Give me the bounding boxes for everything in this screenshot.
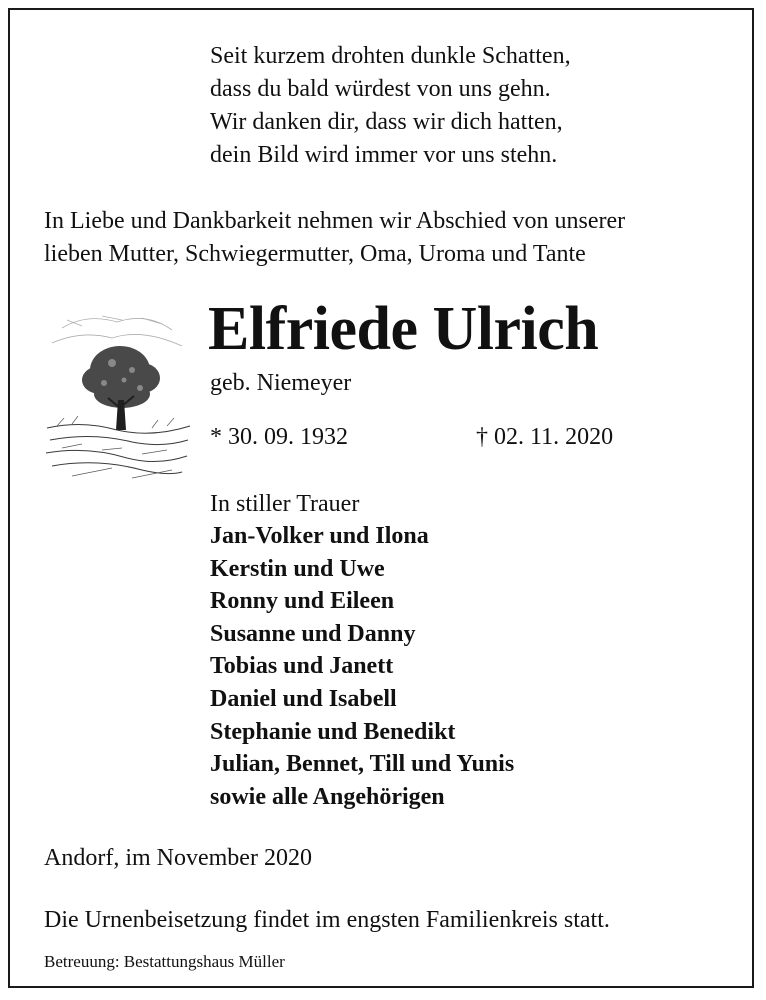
mourner-name: Jan-Volker und Ilona <box>210 523 429 549</box>
mourner-name: Susanne und Danny <box>210 620 416 647</box>
intro-line: lieben Mutter, Schwiegermutter, Oma, Uroma und Tante <box>44 241 586 267</box>
mourner-name: Kerstin und Uwe <box>210 555 385 582</box>
mourning-label: In stiller Trauer <box>210 491 360 517</box>
urn-notice: Die Urnenbeisetzung findet im engsten Familienkreis statt. <box>44 907 610 933</box>
mourners-list <box>210 520 514 813</box>
mourner-name: Stephanie und Benedikt <box>210 718 456 745</box>
mourner-name: Julian, Bennet, Till und Yunis <box>210 751 515 778</box>
funeral-home: Betreuung: Bestattungshaus Müller <box>44 952 285 971</box>
deceased-name: Elfriede Ulrich <box>208 295 599 363</box>
poem-line: Wir danken dir, dass wir dich hatten, <box>210 109 563 135</box>
poem-line: Seit kurzem drohten dunkle Schatten, <box>210 43 571 69</box>
mourner-name: Daniel und Isabell <box>210 685 397 712</box>
maiden-name: geb. Niemeyer <box>210 370 352 396</box>
poem-line: dein Bild wird immer vor uns stehn. <box>210 142 558 168</box>
obituary-frame <box>8 8 754 988</box>
mourner-name: Tobias und Janett <box>210 653 394 680</box>
intro-line: In Liebe und Dankbarkeit nehmen wir Abschied von unserer <box>44 208 626 234</box>
birth-date: * 30. 09. 1932 <box>210 424 348 450</box>
intro-text <box>44 205 625 271</box>
mourner-name: Ronny und Eileen <box>210 588 395 615</box>
place-date: Andorf, im November 2020 <box>44 845 312 871</box>
tree-landscape-icon <box>42 308 192 483</box>
death-date: † 02. 11. 2020 <box>476 424 614 450</box>
mourner-name: sowie alle Angehörigen <box>210 783 445 810</box>
poem <box>210 40 571 172</box>
poem-line: dass du bald würdest von uns gehn. <box>210 76 551 102</box>
